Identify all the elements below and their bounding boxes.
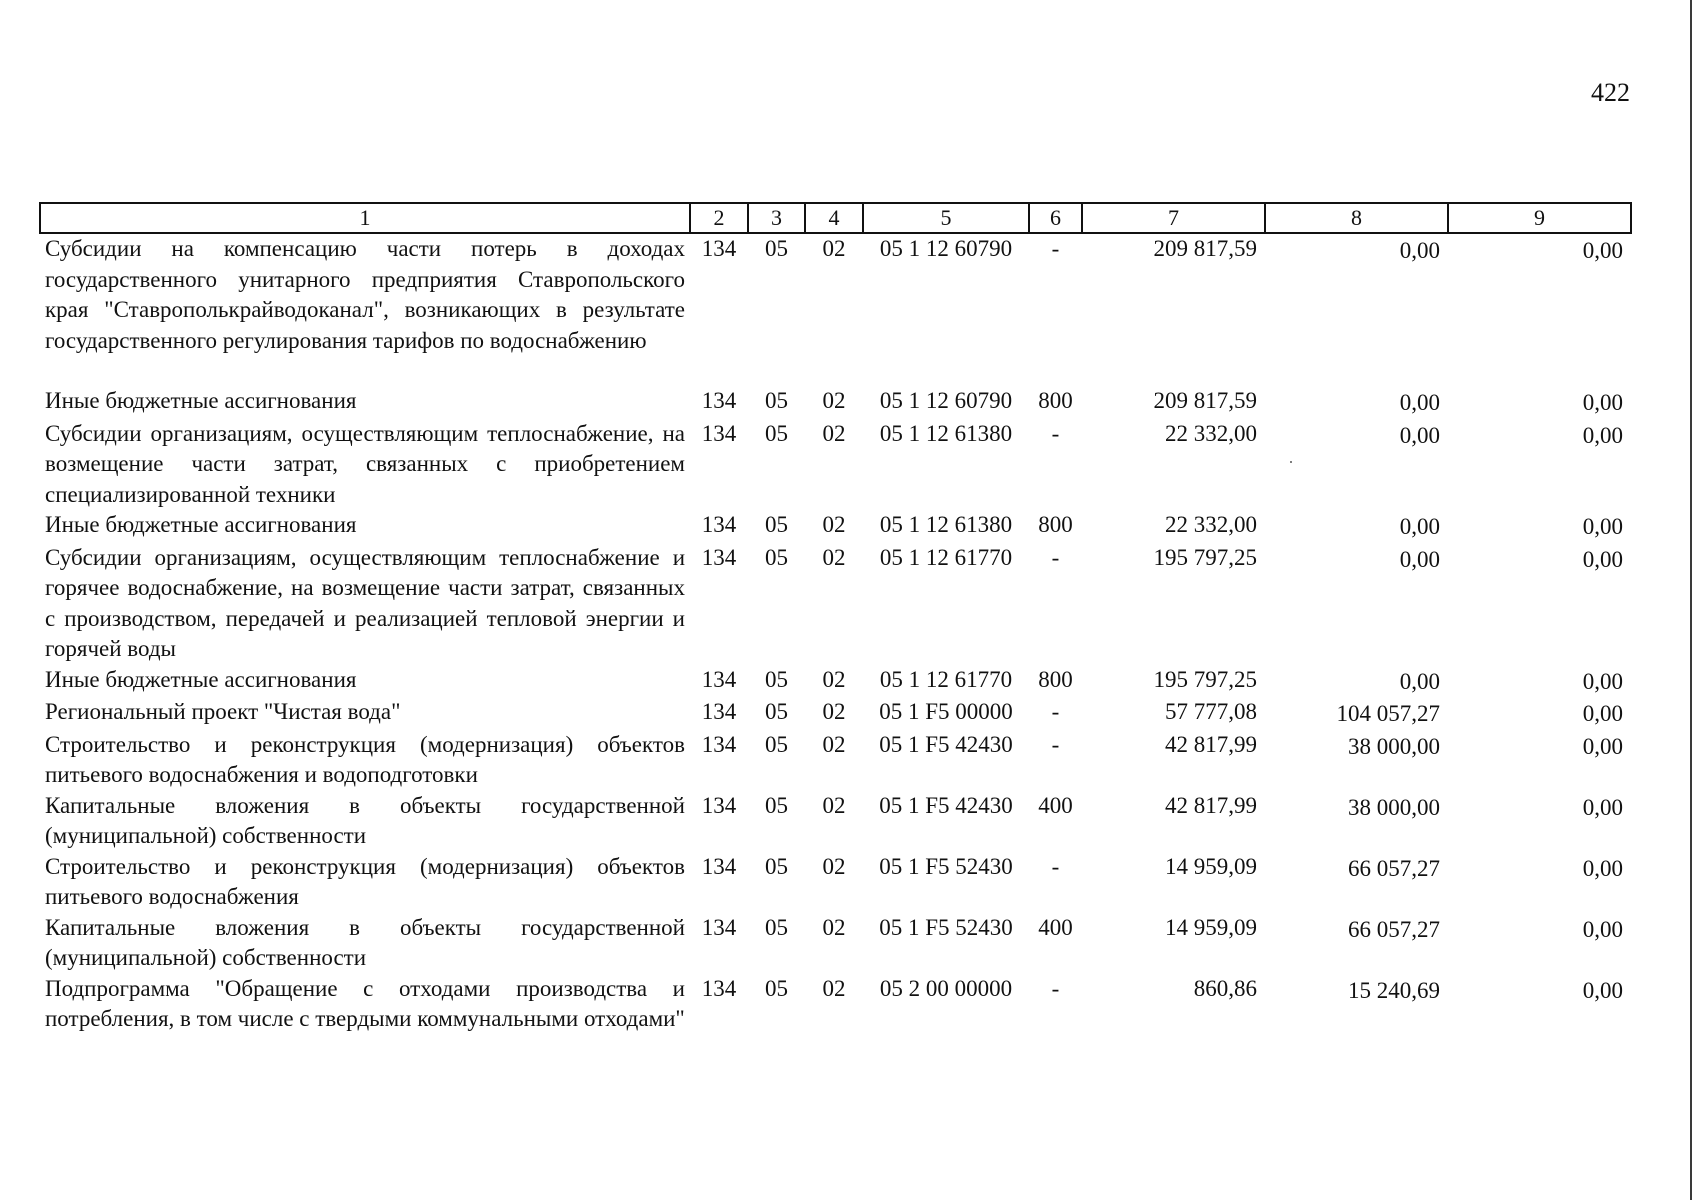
table-row bbox=[40, 543, 1631, 665]
code-c3: 05 bbox=[765, 420, 788, 446]
code-c4: 02 bbox=[822, 666, 846, 692]
amount-c8: 0,00 bbox=[1399, 668, 1440, 694]
code-c4: 02 bbox=[822, 699, 846, 724]
row-name: Субсидии организациям, осуществляющим теплоснабжение, на возмещение части затрат, связанных с приобретением специализированной техники bbox=[45, 420, 685, 507]
code-c4: 02 bbox=[822, 792, 846, 818]
amount-c8: 104 057,27 bbox=[1336, 701, 1440, 726]
header-row bbox=[40, 203, 1631, 233]
code-c6: - bbox=[1051, 731, 1060, 757]
code-c5: 05 2 00 00000 bbox=[879, 975, 1013, 1001]
code-c5: 05 1 12 61770 bbox=[879, 544, 1013, 570]
spacer-cell bbox=[40, 356, 1631, 386]
amount-c9: 0,00 bbox=[1582, 733, 1623, 759]
code-c3: 05 bbox=[765, 699, 788, 724]
amount-c7: 209 817,59 bbox=[1153, 236, 1257, 261]
code-c5: 05 1 12 60790 bbox=[879, 236, 1013, 261]
column-header-9: 9 bbox=[1448, 203, 1631, 233]
code-c4: 02 bbox=[822, 975, 846, 1001]
code-c3: 05 bbox=[765, 731, 788, 757]
page-number: 422 bbox=[1591, 78, 1630, 107]
code-c2: 134 bbox=[701, 544, 737, 570]
amount-c7: 209 817,59 bbox=[1153, 388, 1257, 413]
code-c2: 134 bbox=[701, 853, 737, 879]
amount-c8: 66 057,27 bbox=[1348, 855, 1440, 881]
amount-c9: 0,00 bbox=[1582, 514, 1623, 539]
table-row bbox=[40, 730, 1631, 791]
amount-c9: 0,00 bbox=[1582, 701, 1623, 726]
table-row bbox=[40, 974, 1631, 1035]
code-c5: 05 1 F5 00000 bbox=[879, 699, 1013, 724]
table-row bbox=[40, 697, 1631, 730]
code-c6: - bbox=[1051, 420, 1060, 446]
code-c4: 02 bbox=[822, 853, 846, 879]
amount-c8: 0,00 bbox=[1399, 514, 1440, 539]
row-name: Строительство и реконструкция (модернизация) объектов питьевого водоснабжения и водоподготовки bbox=[45, 731, 685, 787]
amount-c8: 38 000,00 bbox=[1348, 733, 1440, 759]
amount-c9: 0,00 bbox=[1582, 794, 1623, 820]
amount-c7: 14 959,09 bbox=[1165, 853, 1257, 879]
code-c2: 134 bbox=[701, 792, 737, 818]
row-name: Строительство и реконструкция (модернизация) объектов питьевого водоснабжения bbox=[45, 853, 685, 909]
amount-c7: 195 797,25 bbox=[1153, 666, 1257, 692]
amount-c9: 0,00 bbox=[1582, 855, 1623, 881]
code-c6: - bbox=[1051, 544, 1060, 570]
code-c6: 400 bbox=[1038, 792, 1073, 818]
amount-c7: 57 777,08 bbox=[1165, 699, 1257, 724]
row-name: Капитальные вложения в объекты государственной (муниципальной) собственности bbox=[45, 914, 685, 970]
column-header-5: 5 bbox=[863, 203, 1029, 233]
table-row bbox=[40, 510, 1631, 543]
code-c2: 134 bbox=[701, 666, 737, 692]
code-c6: - bbox=[1051, 236, 1060, 261]
amount-c9: 0,00 bbox=[1582, 916, 1623, 942]
code-c5: 05 1 12 61380 bbox=[879, 420, 1013, 446]
code-c5: 05 1 F5 42430 bbox=[879, 792, 1013, 818]
amount-c9: 0,00 bbox=[1582, 668, 1623, 694]
row-name: Субсидии организациям, осуществляющим теплоснабжение и горячее водоснабжение, на возмещение части затрат, связанных с производством, передачей и реализацией тепловой энергии и горячей воды bbox=[45, 544, 685, 661]
code-c3: 05 bbox=[765, 512, 788, 537]
code-c2: 134 bbox=[701, 914, 737, 940]
code-c2: 134 bbox=[701, 420, 737, 446]
spacer-row bbox=[40, 356, 1631, 386]
code-c6: 800 bbox=[1038, 512, 1073, 537]
code-c3: 05 bbox=[765, 544, 788, 570]
column-header-8: 8 bbox=[1265, 203, 1448, 233]
code-c3: 05 bbox=[765, 792, 788, 818]
code-c2: 134 bbox=[701, 512, 737, 537]
amount-c9: 0,00 bbox=[1582, 977, 1623, 1003]
row-name: Иные бюджетные ассигнования bbox=[45, 512, 357, 537]
amount-c9: 0,00 bbox=[1582, 238, 1623, 263]
amount-c7: 860,86 bbox=[1193, 975, 1257, 1001]
code-c5: 05 1 F5 52430 bbox=[879, 914, 1013, 940]
code-c5: 05 1 12 61770 bbox=[879, 666, 1013, 692]
code-c2: 134 bbox=[701, 236, 737, 261]
column-header-6: 6 bbox=[1029, 203, 1082, 233]
table-row bbox=[40, 791, 1631, 852]
table-row bbox=[40, 233, 1631, 356]
code-c4: 02 bbox=[822, 914, 846, 940]
code-c6: 800 bbox=[1038, 388, 1073, 413]
amount-c8: 38 000,00 bbox=[1348, 794, 1440, 820]
amount-c7: 195 797,25 bbox=[1153, 544, 1257, 570]
code-c2: 134 bbox=[701, 975, 737, 1001]
row-name: Иные бюджетные ассигнования bbox=[45, 666, 357, 692]
code-c5: 05 1 F5 42430 bbox=[879, 731, 1013, 757]
amount-c8: 66 057,27 bbox=[1348, 916, 1440, 942]
code-c3: 05 bbox=[765, 666, 788, 692]
table-row bbox=[40, 419, 1631, 511]
code-c6: 400 bbox=[1038, 914, 1073, 940]
code-c6: - bbox=[1051, 975, 1060, 1001]
amount-c7: 14 959,09 bbox=[1165, 914, 1257, 940]
code-c4: 02 bbox=[822, 731, 846, 757]
table-row bbox=[40, 913, 1631, 974]
amount-c9: 0,00 bbox=[1582, 422, 1623, 448]
table-row bbox=[40, 665, 1631, 698]
row-name: Региональный проект "Чистая вода" bbox=[45, 699, 401, 724]
row-name: Подпрограмма "Обращение с отходами производства и потребления, в том числе с твердыми коммунальными отходами" bbox=[45, 975, 685, 1031]
row-name: Капитальные вложения в объекты государственной (муниципальной) собственности bbox=[45, 792, 685, 848]
column-header-2: 2 bbox=[690, 203, 748, 233]
scan-edge-line bbox=[1690, 0, 1692, 1200]
budget-table bbox=[39, 202, 1632, 1035]
code-c3: 05 bbox=[765, 388, 788, 413]
code-c3: 05 bbox=[765, 914, 788, 940]
code-c6: - bbox=[1051, 699, 1060, 724]
column-header-7: 7 bbox=[1082, 203, 1265, 233]
row-name: Субсидии на компенсацию части потерь в доходах государственного унитарного предприятия Ставропольского края "Ставрополькрайводоканал", возникающих в результате государственного регулирования тарифов по водоснабжению bbox=[45, 236, 685, 353]
code-c3: 05 bbox=[765, 853, 788, 879]
amount-c8: 0,00 bbox=[1399, 390, 1440, 415]
table-row bbox=[40, 386, 1631, 419]
amount-c8: 0,00 bbox=[1399, 546, 1440, 572]
column-header-4: 4 bbox=[805, 203, 863, 233]
code-c2: 134 bbox=[701, 699, 737, 724]
row-name: Иные бюджетные ассигнования bbox=[45, 388, 357, 413]
code-c5: 05 1 12 61380 bbox=[879, 512, 1013, 537]
amount-c9: 0,00 bbox=[1582, 546, 1623, 572]
amount-c7: 42 817,99 bbox=[1165, 792, 1257, 818]
code-c4: 02 bbox=[822, 420, 846, 446]
amount-c8: 15 240,69 bbox=[1348, 977, 1440, 1003]
code-c3: 05 bbox=[765, 236, 788, 261]
code-c4: 02 bbox=[822, 544, 846, 570]
code-c6: - bbox=[1051, 853, 1060, 879]
code-c6: 800 bbox=[1038, 666, 1073, 692]
amount-c7: 42 817,99 bbox=[1165, 731, 1257, 757]
table-row bbox=[40, 852, 1631, 913]
amount-c8: 0,00 bbox=[1399, 238, 1440, 263]
amount-c7: 22 332,00 bbox=[1165, 512, 1257, 537]
column-header-1: 1 bbox=[40, 203, 690, 233]
amount-c9: 0,00 bbox=[1582, 390, 1623, 415]
code-c5: 05 1 F5 52430 bbox=[879, 853, 1013, 879]
amount-c7: 22 332,00 bbox=[1165, 420, 1257, 446]
code-c2: 134 bbox=[701, 731, 737, 757]
code-c4: 02 bbox=[822, 388, 846, 413]
amount-c8: 0,00 bbox=[1399, 422, 1440, 448]
code-c4: 02 bbox=[822, 512, 846, 537]
code-c4: 02 bbox=[822, 236, 846, 261]
code-c3: 05 bbox=[765, 975, 788, 1001]
code-c2: 134 bbox=[701, 388, 737, 413]
code-c5: 05 1 12 60790 bbox=[879, 388, 1013, 413]
column-header-3: 3 bbox=[748, 203, 805, 233]
